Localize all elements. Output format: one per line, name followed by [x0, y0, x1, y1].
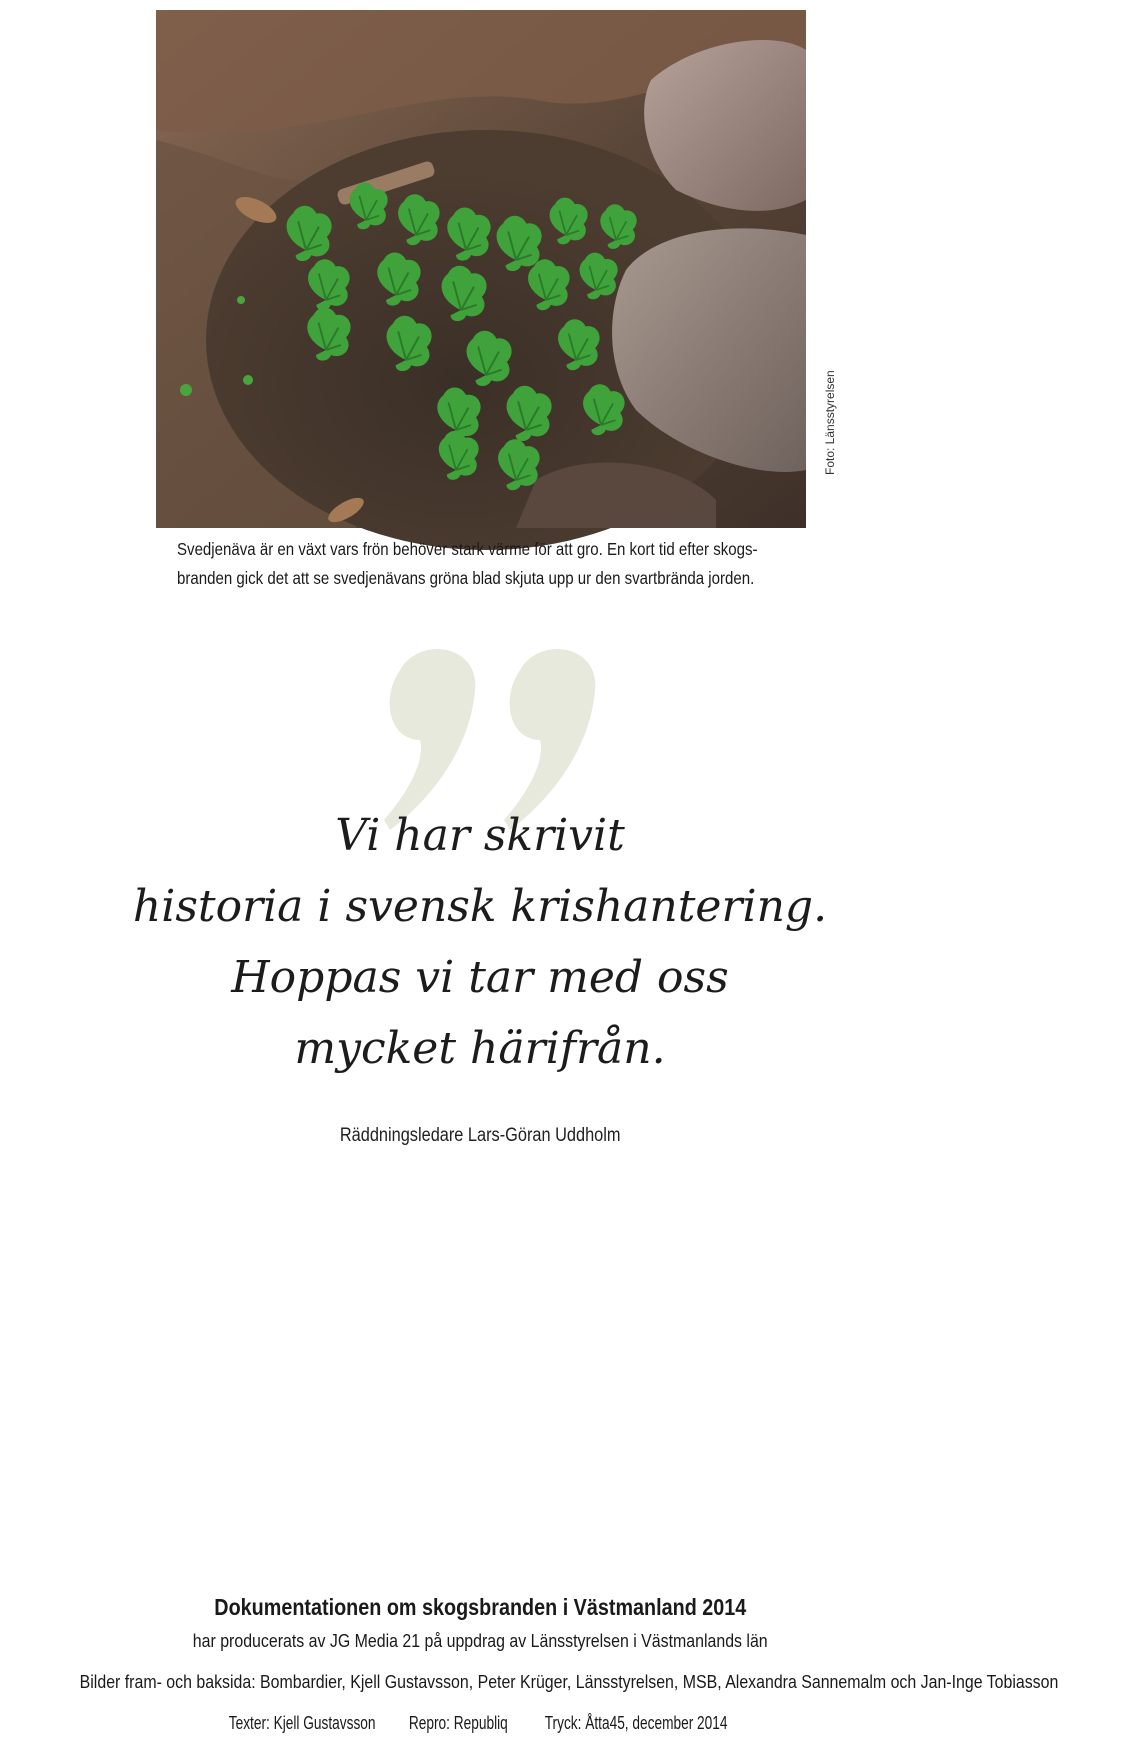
footer-title	[0, 1594, 960, 1621]
pull-quote	[0, 800, 960, 1084]
footer-photo-credits	[0, 1671, 1059, 1693]
footer-texts: Texter: Kjell Gustavsson	[229, 1712, 376, 1733]
caption-line-2: branden gick det att se svedjenävans gröna blad skjuta upp ur den svartbrända jorden.	[177, 568, 755, 588]
attribution-text: Räddningsledare Lars-Göran Uddholm	[339, 1125, 621, 1146]
footer-title-text: Dokumentationen om skogsbranden i Västmanland 2014	[213, 1594, 746, 1620]
photo-credit: Foto: Länsstyrelsen	[823, 370, 837, 475]
quote-line-1: Vi har skrivit	[335, 810, 625, 861]
footer-repro: Repro: Republiq	[409, 1712, 509, 1733]
footer-production	[0, 1712, 960, 1734]
photo-caption	[177, 535, 796, 593]
footer-subtitle-text: har producerats av JG Media 21 på uppdrag av Länsstyrelsen i Västmanlands län	[192, 1630, 768, 1651]
quote-line-4: mycket härifrån.	[294, 1023, 666, 1074]
quote-attribution	[0, 1125, 960, 1147]
footer-print: Tryck: Åtta45, december 2014	[545, 1712, 728, 1733]
quote-line-3: Hoppas vi tar med oss	[231, 952, 729, 1003]
footer-subtitle	[0, 1630, 960, 1652]
plant-photo	[156, 10, 806, 528]
footer-credits-text: Bilder fram- och baksida: Bombardier, Kjell Gustavsson, Peter Krüger, Länsstyrelsen, MSB, Alexandra Sannemalm och Jan-Inge Tobiasson	[79, 1671, 1059, 1692]
caption-line-1: Svedjenäva är en växt vars frön behöver stark värme för att gro. En kort tid efter skogs-	[177, 539, 758, 559]
quote-line-2: historia i svensk krishantering.	[132, 881, 828, 932]
